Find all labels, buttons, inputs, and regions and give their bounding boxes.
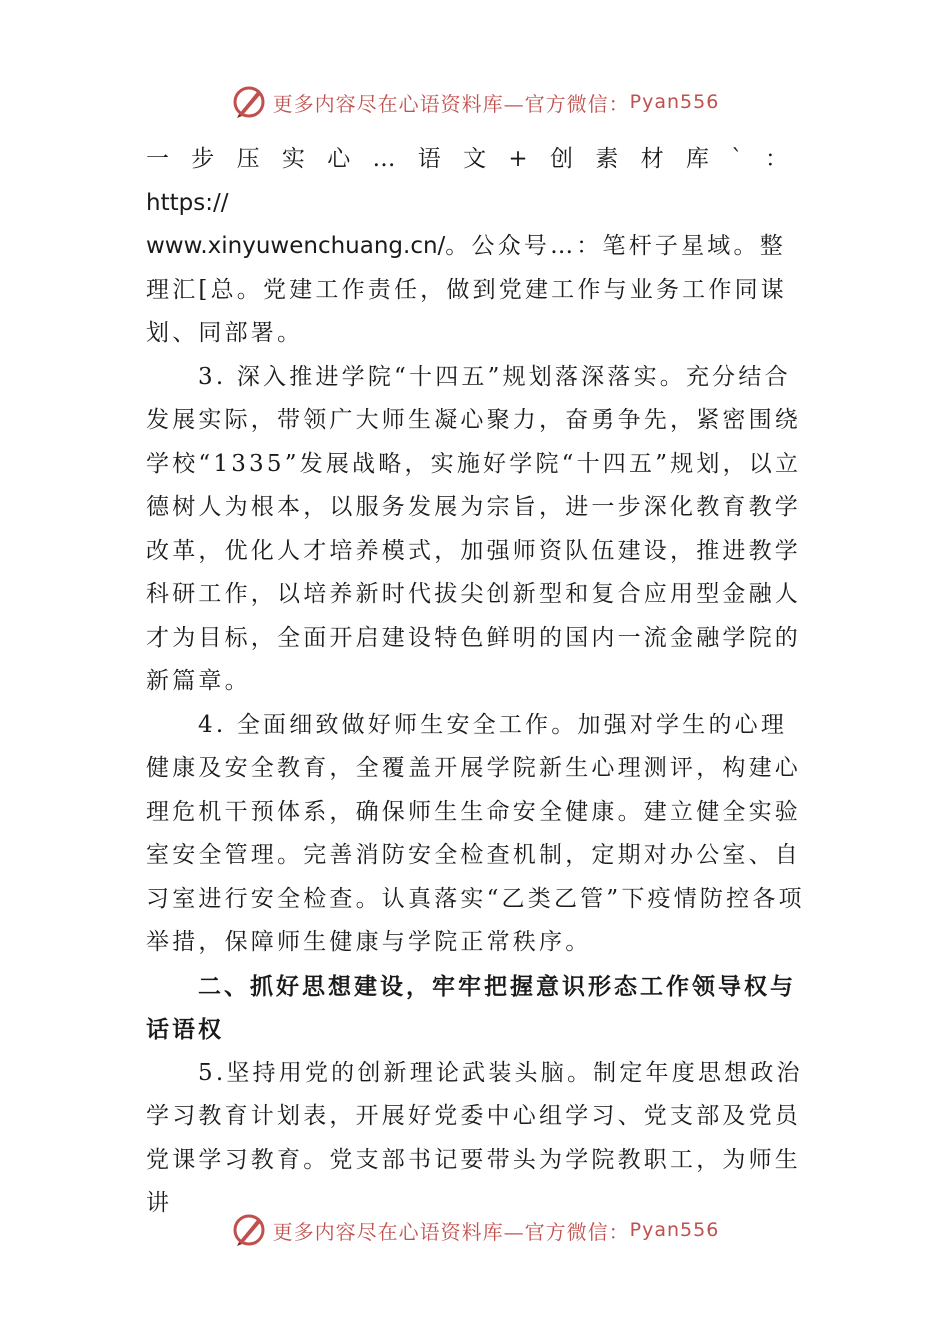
paragraph-1-line1-text: 一步压实心…语文+创素材库`：	[146, 146, 806, 172]
document-body	[146, 138, 806, 1226]
pen-circle-logo-icon	[231, 1212, 267, 1248]
paragraph-1	[146, 225, 806, 356]
paragraph-4: 4. 全面细致做好师生安全工作。加强对学生的心理健康及安全教育，全覆盖开展学院新生心理测评，构建心理危机干预体系，确保师生生命安全健康。建立健全实验室安全管理。完善消防安全检查机制，定期对办公室、自习室进行安全检查。认真落实“乙类乙管”下疫情防控各项举措，保障师生健康与学院正常秩序。	[146, 711, 805, 955]
banner-text: 更多内容尽在心语资料库—官方微信：	[272, 91, 630, 116]
banner-text-footer: 更多内容尽在心语资料库—官方微信：	[272, 1219, 630, 1244]
paragraph-3: 3. 深入推进学院“十四五”规划落深落实。充分结合发展实际，带领广大师生凝心聚力，奋勇争先，紧密围绕学校“1335”发展战略，实施好学院“十四五”规划，以立德树人为根本，以服务发展为宗旨，进一步深化教育教学改革，优化人才培养模式，加强师资队伍建设，推进教学科研工作，以培养新时代拔尖创新型和复合应用型金融人才为目标，全面开启建设特色鲜明的国内一流金融学院的新篇章。	[146, 363, 802, 694]
paragraph-1-first-line	[146, 138, 806, 225]
paragraph-1-url-part2: www.xinyuwenchuang.cn/	[146, 233, 446, 259]
section-heading-2: 二、抓好思想建设，牢牢把握意识形态工作领导权与话语权	[146, 972, 796, 1043]
paragraph-1-rest: 。公众号…：笔杆子星域。整理汇[总。党建工作责任，做到党建工作与业务工作同谋划、同部署。	[146, 233, 787, 346]
paragraph-1-url-part1: https://	[146, 189, 229, 216]
pen-circle-logo-icon	[231, 84, 267, 120]
banner-wechat-id-footer: Pyan556	[629, 1219, 720, 1241]
banner-wechat-id: Pyan556	[629, 91, 720, 113]
paragraph-5: 5.坚持用党的创新理论武装头脑。制定年度思想政治学习教育计划表，开展好党委中心组学习、党支部及党员党课学习教育。党支部书记要带头为学院教职工，为师生讲	[146, 1059, 803, 1216]
header-watermark-banner	[0, 82, 950, 122]
footer-watermark-banner	[0, 1210, 950, 1250]
